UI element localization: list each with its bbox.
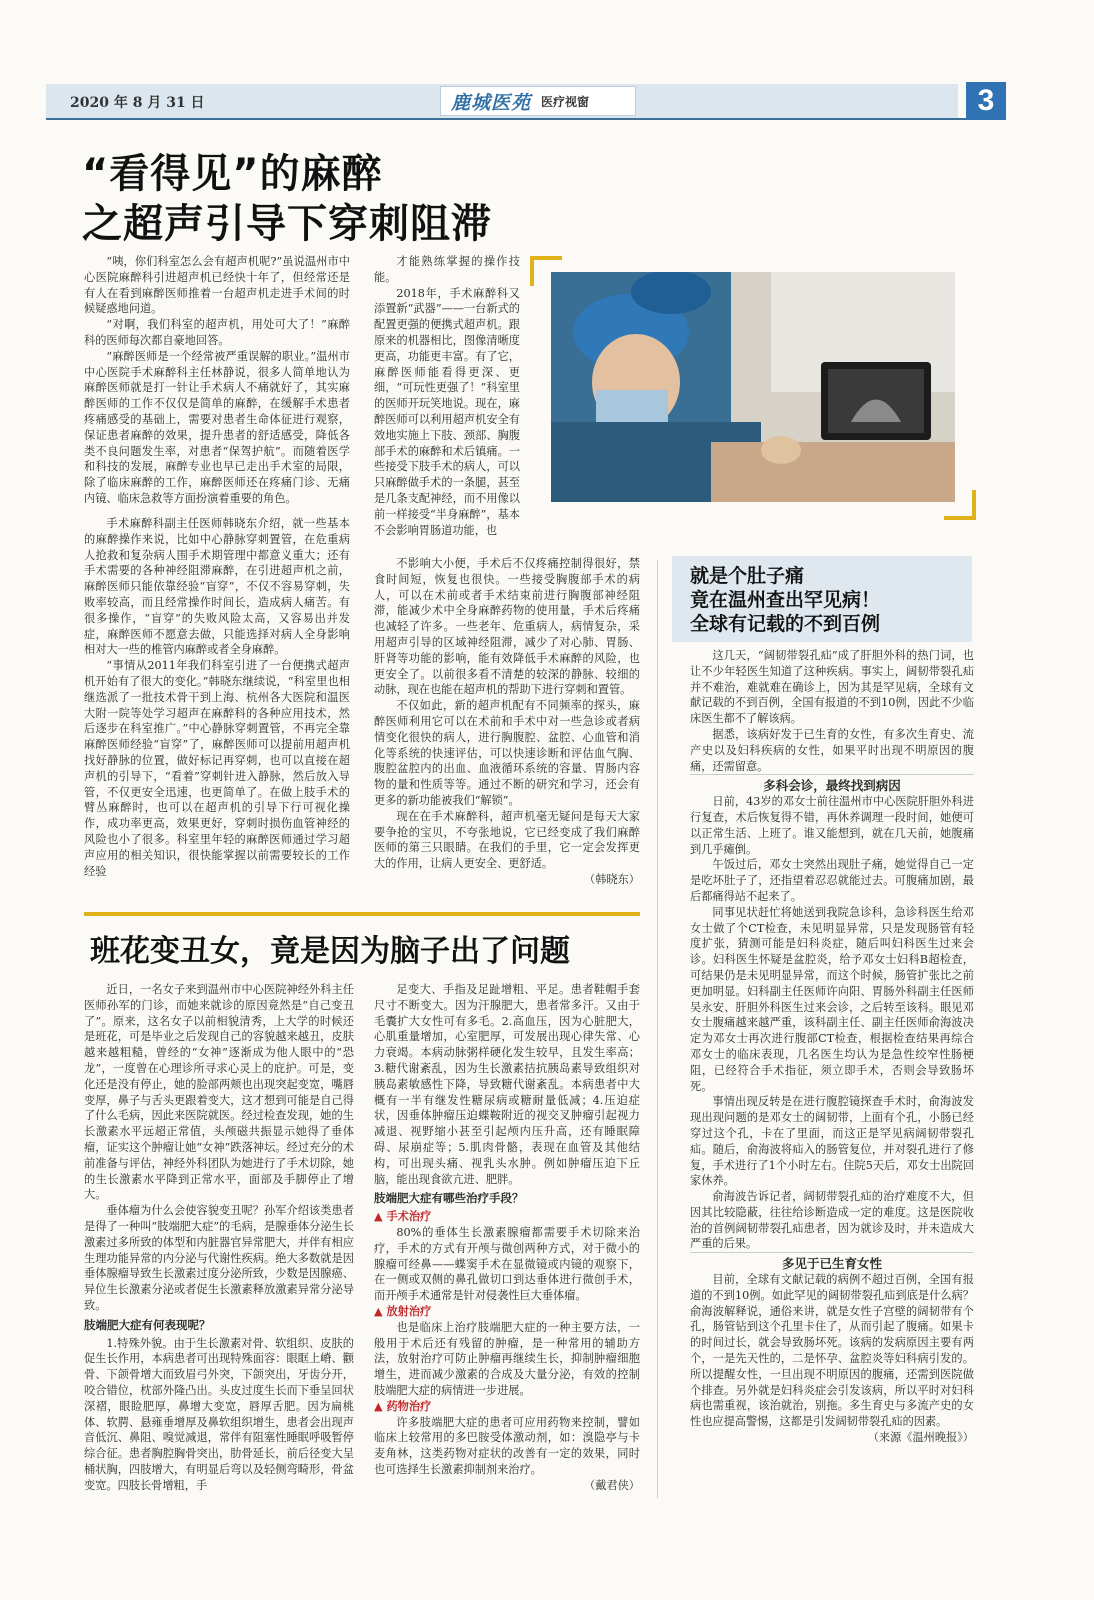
paragraph: 这几天，“阔韧带裂孔疝”成了肝胆外科的热门词，也让不少年轻医生知道了这种疾病。事实上，阔韧带裂孔疝并不难治，难就难在确诊上，因为其是罕见病，全球有文献记载的不到百例，全国有报道的不到10例，因此不少临床医生都不了解该病。 [690, 649, 974, 726]
photo-frame-corner [530, 256, 534, 286]
subheading: 肢端肥大症有何表现呢？ [84, 1317, 211, 1332]
section-name: 医疗视窗 [541, 94, 590, 109]
paragraph: 据悉，该病好发于已生育的女性，有多次生育史、流产史以及妇科疾病的女性，如果平时出现不明原因的腹痛，还需留意。 [690, 727, 974, 773]
paragraph: 2018年，手术麻醉科又添置新“武器”——一台新式的配置更强的便携式超声机。跟原来的机器相比，图像清晰度更高，功能更丰富。有了它，麻醉医师能看得更深、更细，“可玩性更强了！”科室里的医师开玩笑地说。现在，麻醉医师可以利用超声机安全有效地实施上下肢、颈部、胸腹部手术的麻醉和术后镇痛。一些接受下肢手术的病人，可以只麻醉做手术的一条腿，甚至是几条支配神经，而不用像以前一样接受“半身麻醉”，基本不会影响胃肠道功能，也 [374, 286, 520, 537]
paragraph: 目前，全球有文献记载的病例不超过百例，全国有报道的不到10例。如此罕见的阔韧带裂孔疝到底是什么病？俞海波解释说，通俗来讲，就是女性子宫壁的阔韧带有个孔，肠管钻到这个孔里卡住了，从而引起了腹痛。如果卡的时间过长，就会导致肠坏死。该病的发病原因主要有两个，一是先天性的，二是怀孕、盆腔炎等妇科病引发的。所以提醒女性，一旦出现不明原因的腹痛，还需到医院做个排查。另外就是妇科炎症会引发该病，所以平时对妇科病也需重视，该治就治，别拖。多生育史与多流产史的女性也应提高警惕，这都是引发阔韧带裂孔疝的因素。 [690, 1273, 974, 1429]
issue-date: 2020 年 8 月 31 日 [70, 95, 205, 111]
photo-illustration [551, 272, 955, 502]
paragraph: 不仅如此，新的超声机配有不同频率的探头，麻醉医师利用它可以在术前和手术中对一些急诊或者病情变化很快的病人，进行胸腹腔、盆腔、心血管和消化等系统的快速评估，可以快速诊断和评估血气胸、腹腔盆腔内的出血、血液循环系统的容量、胃肠内容物的量和性质等等。通过不断的研究和学习，还会有更多的新功能被我们“解锁”。 [374, 699, 640, 807]
article3-title [690, 564, 880, 636]
article1-title-line2: 之超声引导下穿刺阻滞 [82, 201, 492, 247]
photo-frame-corner [530, 256, 562, 260]
paragraph: 1.特殊外貌。由于生长激素对骨、软组织、皮肤的促生长作用，本病患者可出现特殊面容：眼眶上嵴、颧骨、下颌骨增大而致眉弓外突，下颌突出，牙齿分开，咬合错位，枕部外隆凸出。头皮过度生长而下垂呈回状深褶，眼睑肥厚，鼻增大变宽，唇厚舌肥。因为扁桃体、软腭、悬雍垂增厚及鼻软组织增生，患者会出现声音低沉、鼻阻、嗅觉减退，常伴有阻塞性睡眠呼吸暂停综合征。患者胸腔胸骨突出，肋骨延长，前后径变大呈桶状胸，四肢增大，有明显后弯以及轻侧弯畸形，骨盆变宽。四肢长骨增粗，手 [84, 1336, 354, 1492]
paragraph: 才能熟练掌握的操作技能。 [374, 255, 520, 284]
paragraph: 80%的垂体生长激素腺瘤都需要手术切除来治疗，手术的方式有开颅与微创两种方式，对于微小的腺瘤可经鼻——蝶窦手术在显微镜或内镜的观察下，在一侧或双侧的鼻孔做切口到达垂体进行微创手术，而开颅手术通常是针对侵袭性巨大垂体瘤。 [374, 1225, 640, 1303]
article1-column1 [84, 254, 350, 510]
byline: （戴君侠） [584, 1478, 640, 1492]
subheading: 肢端肥大症有哪些治疗手段？ [374, 1191, 524, 1206]
paragraph: 俞海波告诉记者，阔韧带裂孔疝的治疗难度不大，但因其比较隐蔽，往往给诊断造成一定的难度。这是医院收治的首例阔韧带裂孔疝患者，因为就诊及时，并未造成大严重的后果。 [690, 1190, 974, 1251]
photo-ultrasound-anesthesia [551, 272, 955, 502]
article1-column2 [374, 254, 520, 554]
paragraph: “麻醉医师是一个经常被严重误解的职业。”温州市中心医院手术麻醉科主任林静说，很多人简单地认为麻醉医师就是打一针让手术病人不痛就好了，其实麻醉医师的工作不仅仅是简单的麻醉，在缓解手术患者疼痛感受的基础上，需要对患者生命体征进行观察，保证患者麻醉的效果，提升患者的舒适感受，降低各类不良问题发生率，对患者“保驾护航”。而随着医学和科技的发展，麻醉专业也早已走出手术室的局限，除了临床麻醉的工作，麻醉医师还在疼痛门诊、无痛内镜、临床急救等方面扮演着重要的角色。 [84, 349, 350, 505]
paragraph: 不影响大小便，手术后不仅疼痛控制得很好，禁食时间短，恢复也很快。一些接受胸腹部手术的病人，可以在术前或者手术结束前进行胸腹部神经阻滞，能减少术中全身麻醉药物的使用量，手术后疼痛也减轻了许多。一些老年、危重病人，病情复杂，采用超声引导的区域神经阻滞，减少了对心肺、胃肠、肝肾等功能的影响，能有效降低手术麻醉的风险，也更安全了。以前很多看不清楚的较深的静脉、较细的动脉，现在也能在超声机的帮助下进行穿刺和置管。 [374, 557, 640, 697]
paragraph: “事情从2011年我们科室引进了一台便携式超声机开始有了很大的变化。”韩晓东继续说，“科室里也相继选派了一批技术骨干到上海、杭州各大医院和温医大附一院等处学习超声在麻醉科的各种应用技术，然后逐步在科室推广。”中心静脉穿刺置管，不再完全靠麻醉医师经验“盲穿”了，麻醉医师可以提前用超声机找好静脉的位置，做好标记再穿刺，也可以直接在超声机的引导下，“看着”穿刺针进入静脉，然后放入导管，不仅更安全迅速，也更简单了。在做上肢手术的臂丛麻醉时，也可以在超声机的引导下行可视化操作，成功率更高，效果更好，穿刺时损伤血管神经的风险也小了很多。科室里年轻的麻醉医师通过学习超声应用的相关知识，很快能掌握以前需要较长的工作经验 [84, 659, 350, 878]
paragraph: 手术麻醉科副主任医师韩晓东介绍，就一些基本的麻醉操作来说，比如中心静脉穿刺置管，在危重病人抢救和复杂病人围手术期管理中都意义重大；还有手术需要的各种神经阻滞麻醉，在引进超声机之前，麻醉医师只能依靠经验“盲穿”，不仅不容易穿刺，失败率较高，而且经常操作时间长，造成病人痛苦。有很多操作，“盲穿”的失败风险太高，又容易出并发症，麻醉医师不愿意去做，只能选择对病人全身影响相对大一些的椎管内麻醉或者全身麻醉。 [84, 517, 350, 657]
paragraph: “对啊，我们科室的超声机，用处可大了！”麻醉科的医师每次都自豪地回答。 [84, 318, 350, 347]
paragraph: 日前，43岁的邓女士前往温州市中心医院肝胆外科进行复查，术后恢复得不错，再休养调理一段时间，她便可以正常生活、上班了。谁又能想到，就在几天前，她腹痛到几乎瘫倒。 [690, 795, 974, 856]
paragraph: 许多肢端肥大症的患者可应用药物来控制，譬如临床上较常用的多巴胺受体激动剂，如：溴隐亭与卡麦角林，这类药物对症状的改善有一定的效果，同时也可选择生长激素抑制剂来治疗。 [374, 1415, 640, 1476]
paragraph: 事情出现反转是在进行腹腔镜探查手术时，俞海波发现出现问题的是邓女士的阔韧带，上面有个孔，小肠已经穿过这个孔，卡在了里面，而这正是罕见病阔韧带裂孔疝。随后，俞海波将疝入的肠管复位，并对裂孔进行了修复，手术进行了1个小时左右。住院5天后，邓女士出院回家休养。 [690, 1095, 974, 1188]
article2-column1 [84, 982, 354, 1502]
header-rule [46, 118, 1006, 120]
paragraph: 午饭过后，邓女士突然出现肚子痛，她觉得自己一定是吃坏肚子了，还指望着忍忍就能过去。可腹痛加剧，最后都痛得站不起来了。 [690, 858, 974, 903]
paragraph: 现在在手术麻醉科，超声机毫无疑问是每天大家要争抢的宝贝，不夸张地说，它已经变成了我们麻醉医师的第三只眼睛。在我们的手里，它一定会发挥更大的作用，让病人更安全、更舒适。 [374, 809, 640, 871]
section-heading: 多科会诊，最终找到病因 [690, 774, 974, 794]
article2-title: 班花变丑女，竟是因为脑子出了问题 [90, 934, 570, 969]
article2-column2 [374, 982, 640, 1502]
article1-column1-continued [84, 516, 350, 898]
article3-column [690, 648, 974, 1498]
byline: （韩晓东） [584, 872, 640, 886]
treatment-heading: ▲ 放射治疗 [374, 1304, 432, 1318]
article1-wide-column [374, 556, 640, 900]
article1-title-line1: “看得见”的麻醉 [82, 151, 383, 197]
page-number: 3 [966, 82, 1006, 120]
paragraph: 也是临床上治疗肢端肥大症的一种主要方法，一般用于术后还有残留的肿瘤，是一种常用的辅助方法，放射治疗可防止肿瘤再继续生长，抑制肿瘤细胞增生，进而减少激素的合成及大量分泌，有效的控制肢端肥大症的病情进一步进展。 [374, 1320, 640, 1397]
section-heading: 多见于已生育女性 [690, 1252, 974, 1272]
section-divider [84, 912, 640, 916]
paragraph: “咦，你们科室怎么会有超声机呢?”虽说温州市中心医院麻醉科引进超声机已经快十年了，但经常还是有人在看到麻醉医师推着一台超声机走进手术间的时候疑惑地问道。 [84, 255, 350, 316]
photo-frame-corner [972, 490, 976, 520]
treatment-heading: ▲ 药物治疗 [374, 1399, 432, 1413]
byline: （来源《温州晚报》） [867, 1431, 974, 1445]
treatment-heading: ▲ 手术治疗 [374, 1210, 432, 1224]
paragraph: 同事见状赶忙将她送到我院急诊科，急诊科医生给邓女士做了个CT检查，未见明显异常，只是发现肠管有轻度扩张，猜测可能是妇科炎症，随后叫妇科医生过来会诊。妇科医生怀疑是盆腔炎，给予邓女士妇科B超检查，可结果仍是未见明显异常，而这个时候，肠管扩张比之前更加明显。妇科副主任医师许向阳、胃肠外科副主任医师吴永安、肝胆外科医生过来会诊，之后转至该科。眼见邓女士腹痛越来越严重，该科副主任、副主任医师俞海波决定为邓女士再次进行腹部CT检查，根据检查结果再综合邓女士的临床表现，几名医生均认为是急性绞窄性肠梗阻，已经符合手术指征，须立即手术，否则会导致肠坏死。 [690, 905, 974, 1093]
column-rule [657, 560, 658, 1498]
paragraph: 近日，一名女子来到温州市中心医院神经外科主任医师孙军的门诊，而她来就诊的原因竟然是“自己变丑了”。原来，这名女子以前相貌清秀，上大学的时候还是班花，可是毕业之后发现自己的容貌越来越丑，皮肤越来越粗糙，曾经的“女神”逐渐成为他人眼中的“恐龙”，一度曾在心理诊所寻求心灵上的庇护。可是，变化还是没有停止，她的脸部两颊也出现突起变宽，嘴唇变厚，鼻子与舌头更跟着变大，这才想到可能是自己得了什么毛病，因此来医院就医。经过检查发现，她的生长激素水平远超正常值，头颅磁共振显示她得了垂体瘤，证实这个肿瘤让她“女神”跌落神坛。经过充分的术前准备与评估，神经外科团队为她进行了手术切除，她的生长激素水平降到正常水平，面部及手脚停止了增大。 [84, 983, 354, 1202]
masthead [440, 86, 636, 116]
masthead-logo: 鹿城医苑 [451, 91, 532, 114]
article3-title-line2: 竟在温州查出罕见病！ [690, 589, 881, 611]
paragraph: 足变大、手指及足趾增粗、平足。患者鞋帽手套尺寸不断变大。因为汗腺肥大，患者常多汗。又由于毛囊扩大女性可有多毛。2.高血压，因为心脏肥大，心肌重量增加，心室肥厚，可发展出现心律失常、心力衰竭。本病动脉粥样硬化发生较早，且发生率高；3.糖代谢紊乱，因为生长激素拮抗胰岛素导致组织对胰岛素敏感性下降，导致糖代谢紊乱。本病患者中大概有一半有继发性糖尿病或糖耐量低减；4.压迫症状，因垂体肿瘤压迫蝶鞍附近的视交叉肿瘤引起视力减退、视野缩小甚至引起颅内压升高，还有睡眠障碍、尿崩症等；5.肌肉骨骼，表现在血管及其他结构，可出现头痛、视乳头水肿。例如肿瘤压迫下丘脑，能出现食欲亢进、肥胖。 [374, 983, 640, 1186]
paragraph: 垂体瘤为什么会使容貌变丑呢？孙军介绍该类患者是得了一种叫“肢端肥大症”的毛病，是腺垂体分泌生长激素过多所致的体型和内脏器官异常肥大，并伴有相应生理功能异常的内分泌与代谢性疾病。绝大多数就是因垂体腺瘤导致生长激素过度分泌所致，少数是因腺癌、异位生长激素分泌或者促生长激素释放激素异常分泌导致。 [84, 1204, 354, 1312]
article3-title-line1: 就是个肚子痛 [690, 565, 805, 587]
article3-title-line3: 全球有记载的不到百例 [690, 613, 881, 635]
